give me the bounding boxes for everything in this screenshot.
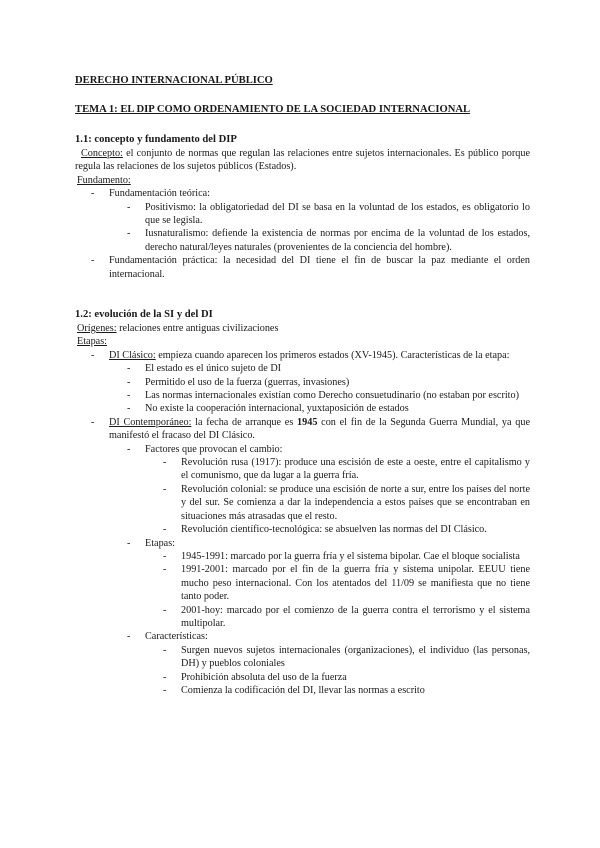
list-item <box>75 201 530 228</box>
origenes-paragraph <box>77 322 530 335</box>
list-item <box>75 389 530 402</box>
section-1-1-heading: 1.1: concepto y fundamento del DIP <box>75 134 237 145</box>
clasico-item: No existe la cooperación internacional, yuxtaposición de estados <box>145 403 409 415</box>
dash-bullet: - <box>127 201 131 213</box>
list-item <box>75 456 530 483</box>
origenes-label: Orígenes: <box>77 323 117 334</box>
list-item <box>75 644 530 671</box>
dash-bullet: - <box>127 376 131 388</box>
list-item <box>75 550 530 563</box>
factor-item: Revolución científico-tecnológica: se absuelven las normas del DI Clásico. <box>181 524 487 536</box>
dash-bullet: - <box>163 550 167 562</box>
list-item <box>75 537 530 550</box>
clasico-item: Permitido el uso de la fuerza (guerras, invasiones) <box>145 376 350 388</box>
contemp-label: DI Contemporáneo: <box>109 416 192 428</box>
origenes-text: relaciones entre antiguas civilizaciones <box>116 323 279 334</box>
clasico-item: El estado es el único sujeto de DI <box>145 363 282 375</box>
concepto-paragraph <box>75 147 530 174</box>
list-item <box>75 604 530 631</box>
dash-bullet: - <box>163 524 167 536</box>
list-item <box>75 684 530 697</box>
fundamento-row <box>75 174 530 187</box>
caract-item: Surgen nuevos sujetos internacionales (organizaciones), el individuo (las personas, DH) y pueblos coloniales <box>181 644 530 670</box>
practica-text: Fundamentación práctica: la necesidad del DI tiene el fin de buscar la paz mediante el orden internacional. <box>109 255 530 280</box>
list-item <box>75 227 530 254</box>
caract-label: Características: <box>145 631 208 643</box>
list-item <box>75 416 530 443</box>
dash-bullet: - <box>163 564 167 576</box>
etapa-item: 2001-hoy: marcado por el comienzo de la guerra contra el terrorismo y el sistema multipolar. <box>181 604 530 629</box>
teorica-text: Fundamentación teórica: <box>109 188 210 200</box>
contemp-year: 1945 <box>297 416 318 428</box>
dash-bullet: - <box>127 403 131 415</box>
caract-item: Comienza la codificación del DI, llevar las normas a escrito <box>181 684 425 696</box>
etapas-label: Etapas: <box>77 336 107 348</box>
section-1-2-heading: 1.2: evolución de la SI y del DI <box>75 309 213 320</box>
list-item <box>75 671 530 684</box>
caract-item: Prohibición absoluta del uso de la fuerza <box>181 671 347 683</box>
list-item <box>75 563 530 603</box>
list-item <box>75 402 530 415</box>
factores-label: Factores que provocan el cambio: <box>145 443 283 455</box>
concepto-label: Concepto: <box>81 148 123 159</box>
etapa-item: 1991-2001: marcado por el fin de la guerra fría y sistema unipolar. EEUU tiene mucho peso internacional. Con los atentados del 11/09 se manifiesta que no tiene tanto poder. <box>181 564 530 603</box>
concepto-text: el conjunto de normas que regulan las relaciones entre sujetos internacionales. Es público porque regula las relaciones de los sujetos públicos (Estados). <box>75 148 530 173</box>
dash-bullet: - <box>91 416 95 428</box>
positivismo-text: Positivismo: la obligatoriedad del DI se basa en la voluntad de los estados, es obligatorio lo que se legisla. <box>145 201 530 227</box>
dash-bullet: - <box>127 537 131 549</box>
clasico-text: empieza cuando aparecen los primeros estados (XV-1945). Características de la etapa: <box>155 349 510 361</box>
dash-bullet: - <box>127 631 131 643</box>
list-item <box>75 376 530 389</box>
dash-bullet: - <box>163 457 167 469</box>
section-1-2-body <box>75 322 530 697</box>
etapas-paragraph <box>77 335 530 348</box>
clasico-label: DI Clásico: <box>109 349 156 361</box>
document-title: DERECHO INTERNACIONAL PÚBLICO <box>75 75 273 86</box>
etapas2-label: Etapas: <box>145 537 175 549</box>
tema-title: TEMA 1: EL DIP COMO ORDENAMIENTO DE LA SOCIEDAD INTERNACIONAL <box>75 104 471 115</box>
dash-bullet: - <box>127 443 131 455</box>
etapa-item: 1945-1991: marcado por la guerra fría y el sistema bipolar. Cae el bloque socialista <box>181 550 520 562</box>
list-item <box>75 630 530 643</box>
list-item <box>75 443 530 456</box>
factor-item: Revolución colonial: se produce una escisión de norte a sur, entre los países del norte y del sur. Se comienza a dar la independencia a estos países que se encontraban en situaciones más atrasadas que el resto. <box>181 483 530 522</box>
list-item <box>75 187 530 200</box>
list-item <box>75 483 530 523</box>
iusnaturalismo-text: Iusnaturalismo: defiende la existencia de normas por encima de la voluntad de los estados, derecho natural/leyes naturales (provenientes de la conciencia del hombre). <box>145 228 530 253</box>
list-item <box>75 523 530 536</box>
contemp-text-b: con el fin de la Segunda Guerra Mundial, ya que manifestó el fracaso del DI Clásico. <box>109 416 531 442</box>
factor-item: Revolución rusa (1917): produce una escisión de este a oeste, entre el capitalismo y el comunismo, que da lugar a la guerra fría. <box>181 457 530 482</box>
dash-bullet: - <box>127 228 131 240</box>
section-1-1-body <box>75 147 530 281</box>
dash-bullet: - <box>127 390 131 402</box>
dash-bullet: - <box>163 684 167 696</box>
clasico-item: Las normas internacionales existían como Derecho consuetudinario (no estaban por escrito) <box>145 390 519 402</box>
dash-bullet: - <box>91 349 95 361</box>
dash-bullet: - <box>91 188 95 200</box>
dash-bullet: - <box>163 483 167 495</box>
list-item <box>75 349 530 362</box>
fundamento-label: Fundamento: <box>77 174 131 186</box>
dash-bullet: - <box>91 255 95 267</box>
contemp-text-a: la fecha de arranque es <box>191 416 298 428</box>
list-item <box>75 254 530 281</box>
dash-bullet: - <box>163 671 167 683</box>
dash-bullet: - <box>163 604 167 616</box>
dash-bullet: - <box>163 644 167 656</box>
dash-bullet: - <box>127 363 131 375</box>
list-item <box>75 362 530 375</box>
